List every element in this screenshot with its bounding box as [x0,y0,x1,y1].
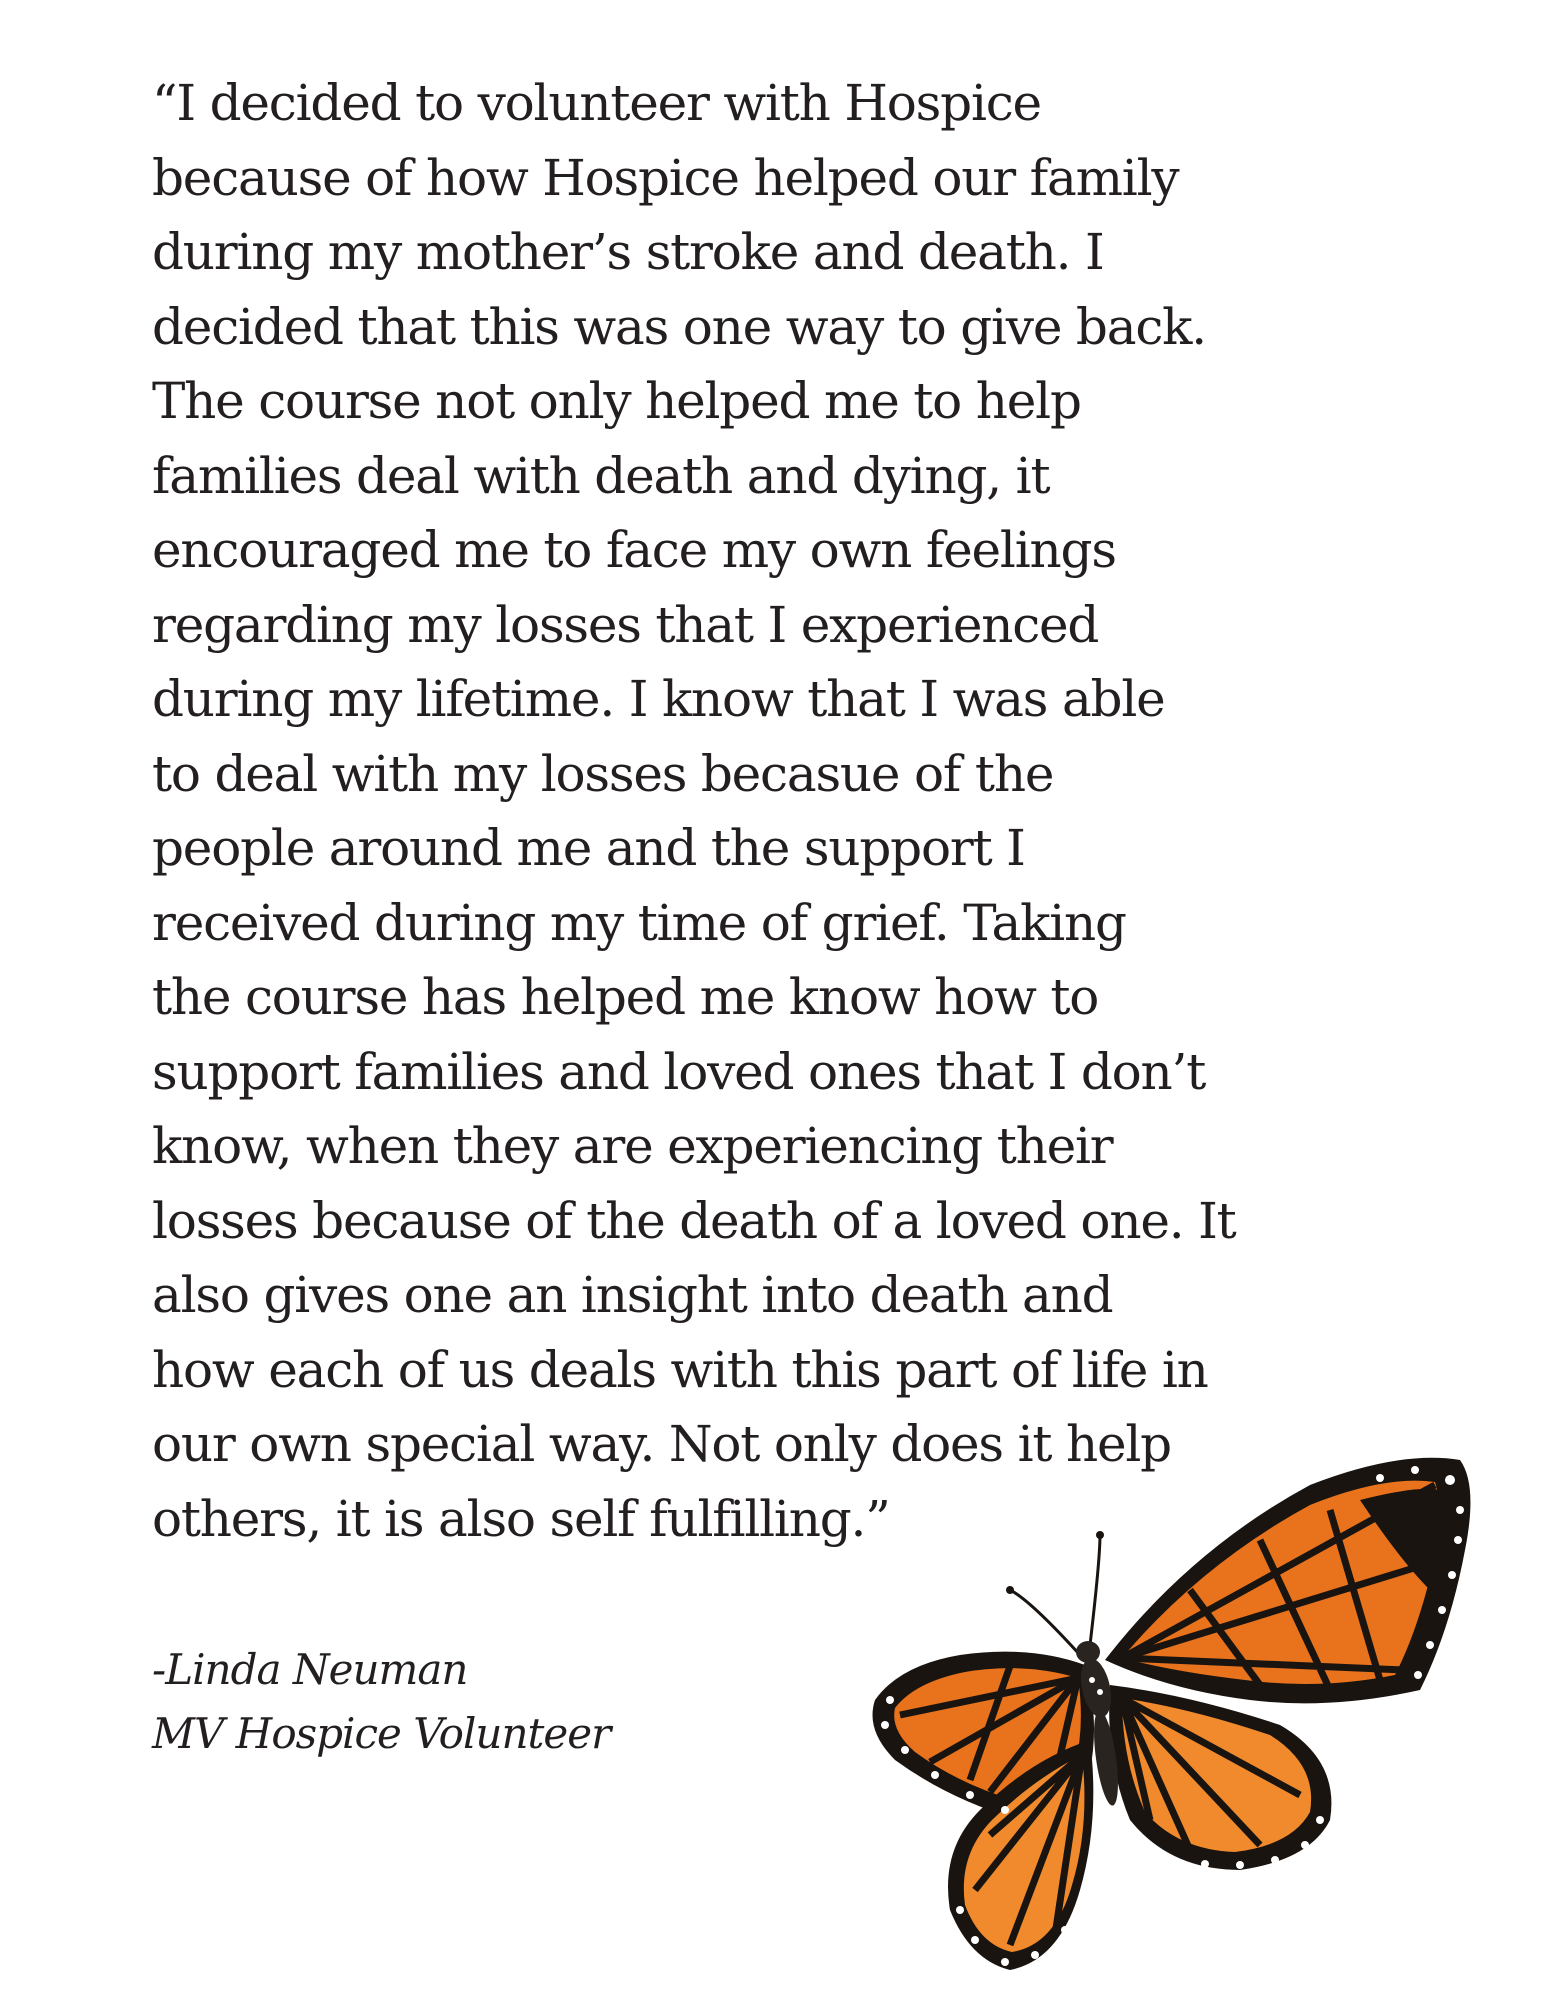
quote-line: decided that this was one way to give back. [152,297,1206,356]
quote-line: because of how Hospice helped our family [152,148,1179,207]
monarch-butterfly-icon [860,1440,1500,1980]
quote-line: during my lifetime. I know that I was able [152,670,1165,728]
quote-line: our own special way. Not only does it help [152,1415,1171,1473]
quote-line: The course not only helped me to help [152,372,1081,430]
antenna-right [1090,1535,1100,1645]
author-name: -Linda Neuman [152,1645,468,1694]
quote-line: support families and loved ones that I don’t [152,1042,1206,1101]
quote-line: “I decided to volunteer with Hospice [152,74,1041,132]
antenna-left [1010,1590,1080,1655]
quote-line: losses because of the death of a loved one. It [152,1191,1236,1250]
quote-line: to deal with my losses becasue of the [152,744,1054,803]
quote-line: people around me and the support I [152,819,1025,877]
quote-line: know, when they are experiencing their [152,1117,1113,1175]
quote-line: during my mother’s stroke and death. I [152,223,1104,281]
attribution [152,1638,610,1766]
quote-line: families deal with death and dying, it [152,446,1050,505]
quote-line: how each of us deals with this part of life in [152,1340,1208,1399]
testimonial-quote [152,66,1442,1556]
quote-line: received during my time of grief. Taking [152,893,1126,952]
quote-line: encouraged me to face my own feelings [152,521,1116,579]
quote-line: regarding my losses that I experienced [152,595,1099,654]
quote-line: also gives one an insight into death and [152,1266,1113,1324]
author-role: MV Hospice Volunteer [152,1709,611,1758]
quote-line: others, it is also self fulfilling.” [152,1489,890,1548]
quote-line: the course has helped me know how to [152,968,1099,1026]
